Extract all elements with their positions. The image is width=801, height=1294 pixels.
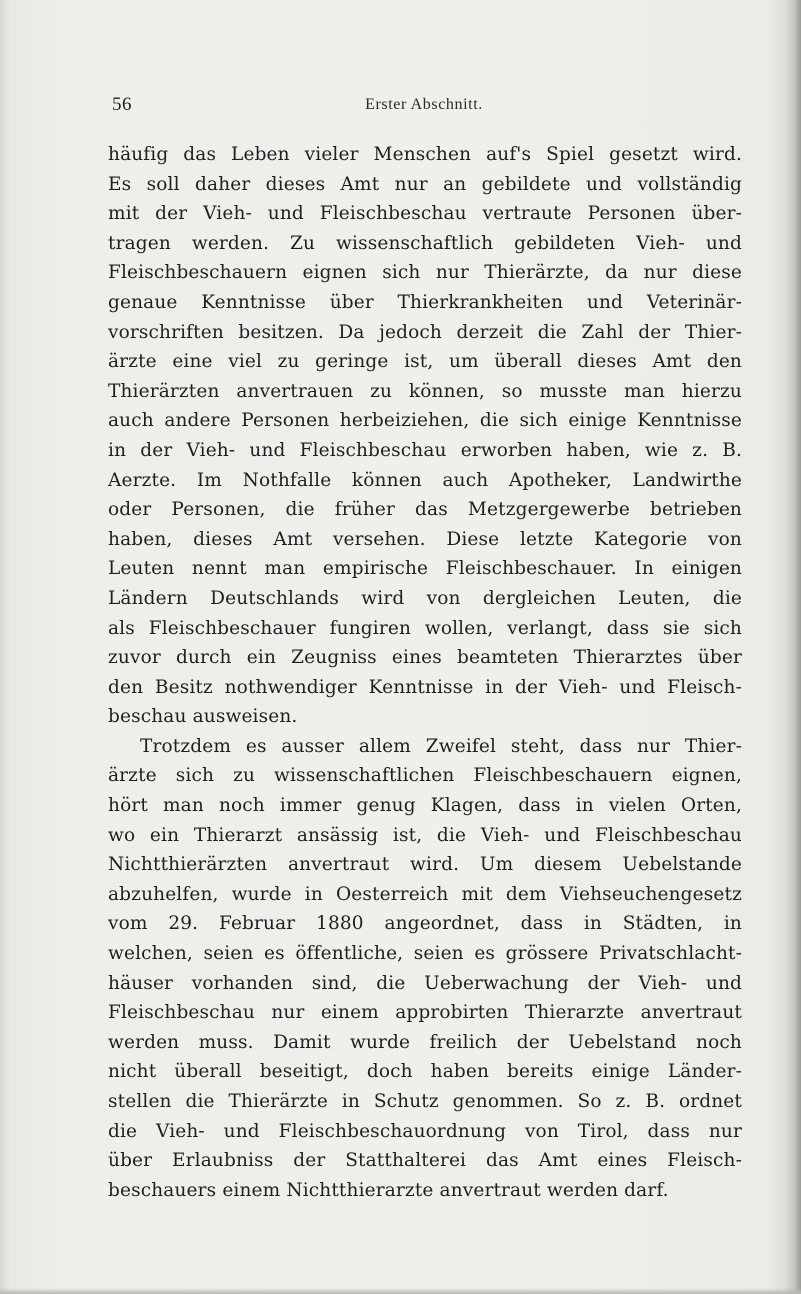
text-line: mit der Vieh- und Fleischbeschau vertraute Personen über-: [108, 203, 742, 225]
text-line: zuvor durch ein Zeugniss eines beamteten Thierarztes über: [108, 647, 742, 669]
page-bottom-edge: [0, 1288, 801, 1294]
text-line: genaue Kenntnisse über Thierkrankheiten und Veterinär-: [108, 291, 742, 313]
text-line: welchen, seien es öffentliche, seien es grössere Privatschlacht-: [108, 943, 742, 965]
page-number: 56: [112, 94, 132, 115]
text-line: den Besitz nothwendiger Kenntnisse in der Vieh- und Fleisch-: [108, 676, 742, 698]
body-text: [108, 140, 742, 1205]
text-line: oder Personen, die früher das Metzgergewerbe betrieben: [108, 499, 742, 521]
page-right-edge: [785, 0, 801, 1294]
text-line: Ländern Deutschlands wird von dergleichen Leuten, die: [108, 587, 742, 609]
text-line: wo ein Thierarzt ansässig ist, die Vieh- und Fleischbeschau: [108, 824, 742, 846]
text-line: ärzte sich zu wissenschaftlichen Fleischbeschauern eignen,: [108, 765, 742, 787]
text-line: abzuhelfen, wurde in Oesterreich mit dem Viehseuchengesetz: [108, 883, 742, 905]
text-line: Fleischbeschauern eignen sich nur Thierärzte, da nur diese: [108, 262, 742, 284]
text-line: stellen die Thierärzte in Schutz genommen. So z. B. ordnet: [108, 1091, 742, 1112]
text-line: beschauers einem Nichtthierarzte anvertraut werden darf.: [108, 1179, 669, 1201]
text-line: nicht überall beseitigt, doch haben bereits einige Länder-: [108, 1061, 742, 1083]
text-line: Nichtthierärzten anvertraut wird. Um diesem Uebelstande: [108, 854, 742, 876]
page-left-edge: [0, 0, 10, 1294]
text-line: hört man noch immer genug Klagen, dass in vielen Orten,: [108, 795, 742, 817]
text-line: vorschriften besitzen. Da jedoch derzeit die Zahl der Thier-: [108, 321, 742, 343]
text-line: Es soll daher dieses Amt nur an gebildete und vollständig: [108, 173, 742, 195]
text-line: tragen werden. Zu wissenschaftlich gebildeten Vieh- und: [108, 232, 742, 254]
text-line: über Erlaubniss der Statthalterei das Amt eines Fleisch-: [108, 1150, 742, 1172]
text-line: vom 29. Februar 1880 angeordnet, dass in Städten, in: [108, 913, 742, 935]
text-line: Leuten nennt man empirische Fleischbeschauer. In einigen: [108, 558, 742, 580]
running-head: Erster Abschnitt.: [365, 96, 483, 113]
text-line: beschau ausweisen.: [108, 706, 298, 728]
text-line: haben, dieses Amt versehen. Diese letzte Kategorie von: [108, 528, 742, 550]
text-line: Trotzdem es ausser allem Zweifel steht, dass nur Thier-: [140, 735, 742, 757]
text-line: auch andere Personen herbeiziehen, die sich einige Kenntnisse: [108, 410, 742, 432]
text-line: werden muss. Damit wurde freilich der Uebelstand noch: [108, 1031, 742, 1053]
text-line: Thierärzten anvertrauen zu können, so musste man hierzu: [108, 380, 742, 402]
text-line: die Vieh- und Fleischbeschauordnung von Tirol, dass nur: [108, 1120, 742, 1142]
text-line: häufig das Leben vieler Menschen auf's Spiel gesetzt wird.: [108, 144, 742, 165]
text-line: Fleischbeschau nur einem approbirten Thierarzte anvertraut: [108, 1002, 742, 1024]
page-header: [106, 94, 742, 124]
text-line: in der Vieh- und Fleischbeschau erworben haben, wie z. B.: [108, 439, 742, 461]
text-line: Aerzte. Im Nothfalle können auch Apotheker, Landwirthe: [108, 469, 742, 491]
text-line: häuser vorhanden sind, die Ueberwachung der Vieh- und: [108, 972, 742, 994]
text-line: ärzte eine viel zu geringe ist, um überall dieses Amt den: [108, 351, 742, 373]
text-line: als Fleischbeschauer fungiren wollen, verlangt, dass sie sich: [108, 617, 742, 639]
